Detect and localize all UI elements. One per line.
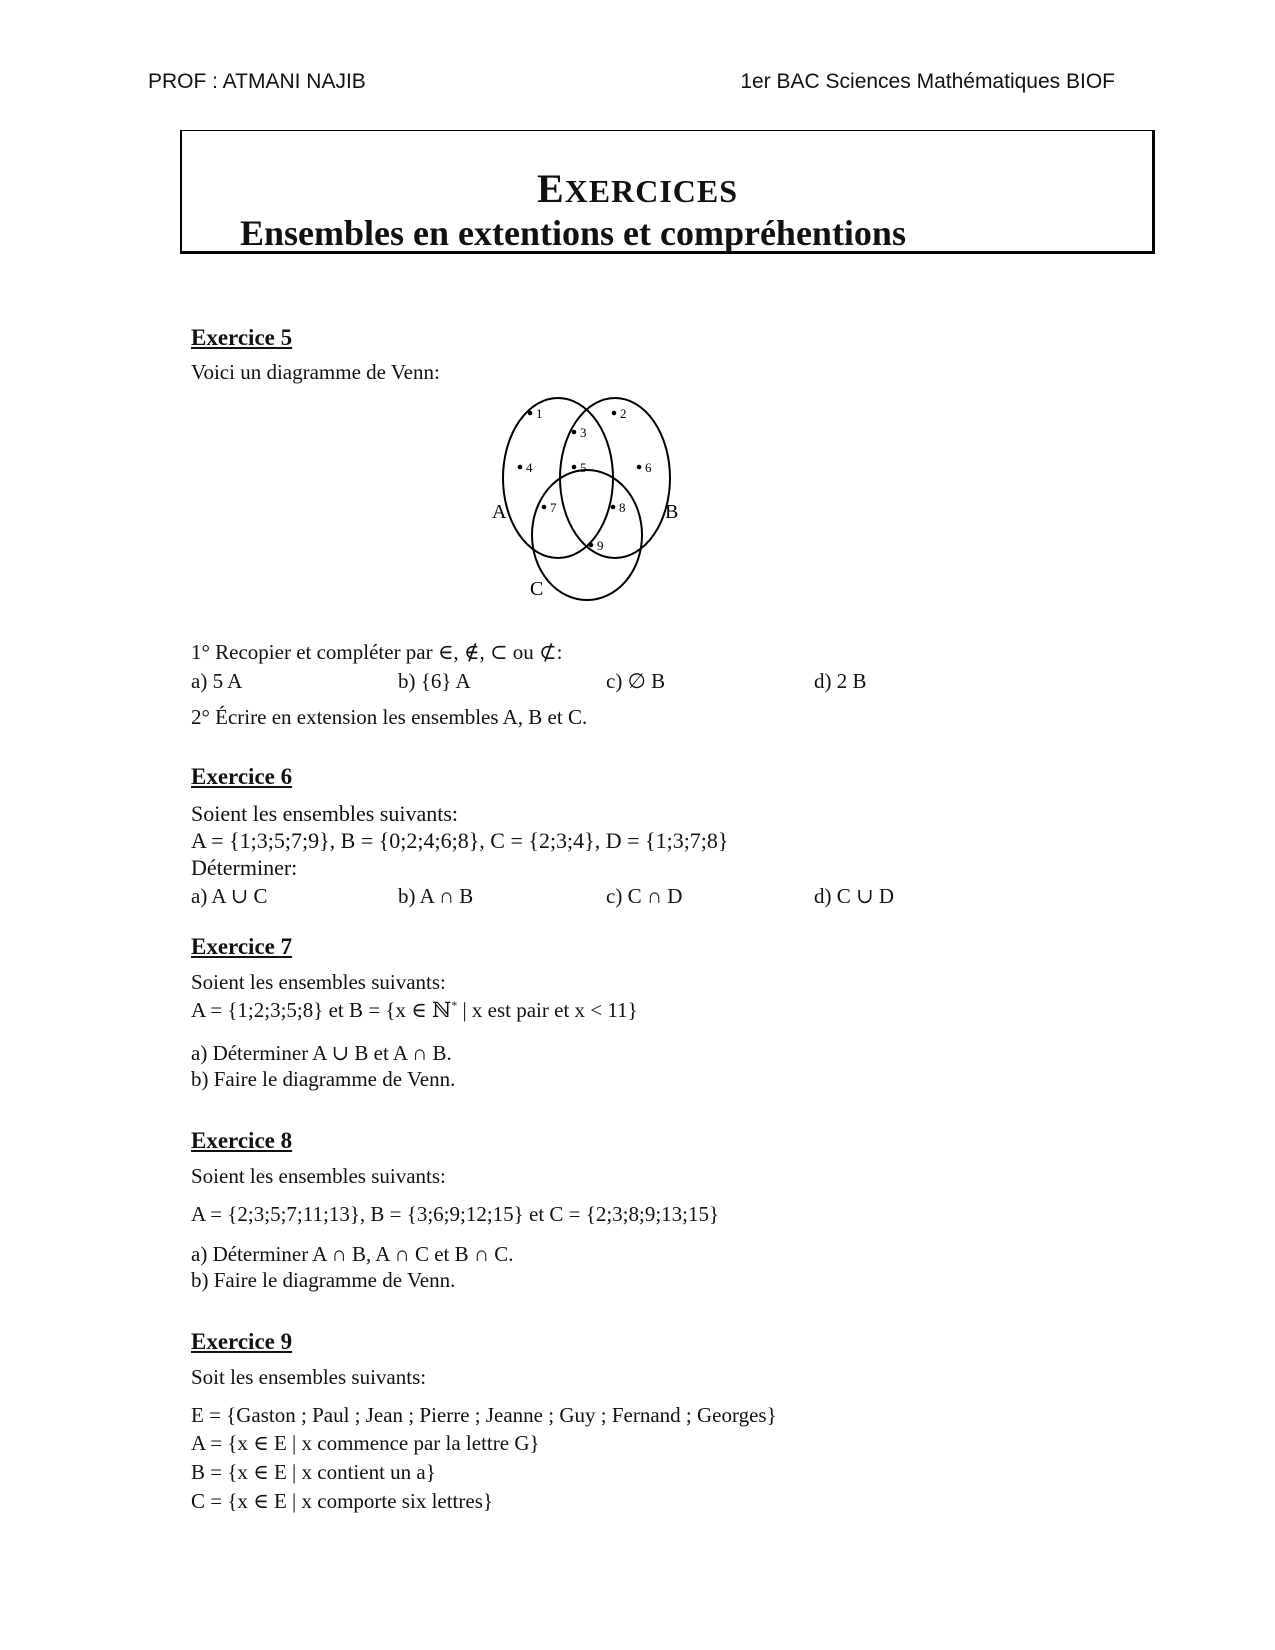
exercise-8-question-b: b) Faire le diagramme de Venn. [191,1268,456,1292]
venn-point-7 [542,500,557,515]
title-initial: E [536,166,565,211]
exercise-5-question-2: 2° Écrire en extension les ensembles A, B et C. [191,705,588,729]
exercise-6-heading: Exercice 6 [191,764,293,789]
exercise-8-intro: Soient les ensembles suivants: [191,1164,446,1188]
exercise-9-line-a: A = {x ∈ E | x commence par la lettre G} [191,1431,540,1455]
exercise-5-item-d: d) 2 B [814,669,867,693]
venn-point-8 [611,500,626,515]
svg-text:8: 8 [619,500,626,515]
page-title [0,165,1275,212]
exercise-5-intro: Voici un diagramme de Venn: [191,360,440,384]
title-rest: XERCICES [564,173,739,209]
svg-text:3: 3 [580,425,587,440]
exercise-6-item-d: d) C ∪ D [814,884,895,908]
exercise-6-item-c: c) C ∩ D [606,884,683,908]
exercise-7-question-b: b) Faire le diagramme de Venn. [191,1067,456,1091]
exercise-5-item-a: a) 5 A [191,669,243,693]
exercise-8-heading: Exercice 8 [191,1128,293,1153]
exercise-7-heading: Exercice 7 [191,934,293,959]
exercise-9-line-c: C = {x ∈ E | x comporte six lettres} [191,1489,493,1513]
venn-label-c: C [530,578,544,600]
exercise-7-sets-b: | x est pair et x < 11} [457,998,638,1022]
svg-text:4: 4 [526,460,533,475]
exercise-6-ask: Déterminer: [191,855,298,880]
exercise-9-heading: Exercice 9 [191,1329,293,1354]
exercise-6-intro: Soient les ensembles suivants: [191,801,459,826]
svg-text:9: 9 [597,538,604,553]
venn-point-2 [612,406,627,421]
header-author: PROF : ATMANI NAJIB [148,70,366,93]
venn-point-6 [637,460,652,475]
exercise-5-item-b: b) {6} A [398,669,471,693]
exercise-9-line-b: B = {x ∈ E | x contient un a} [191,1460,436,1484]
svg-text:7: 7 [550,500,557,515]
exercise-7-intro: Soient les ensembles suivants: [191,970,446,994]
exercise-6-sets: A = {1;3;5;7;9}, B = {0;2;4;6;8}, C = {2;3;4}, D = {1;3;7;8} [191,828,729,853]
exercise-7-sets [191,998,638,1023]
exercise-5-item-c: c) ∅ B [606,669,666,693]
exercise-6-item-b: b) A ∩ B [398,884,474,908]
exercise-9-line-e: E = {Gaston ; Paul ; Jean ; Pierre ; Jeanne ; Guy ; Fernand ; Georges} [191,1403,777,1427]
svg-text:6: 6 [645,460,652,475]
venn-label-b: B [665,501,679,523]
header-level: 1er BAC Sciences Mathématiques BIOF [740,70,1115,93]
venn-point-3 [572,425,587,440]
venn-circle-c [532,470,642,600]
exercise-5-heading: Exercice 5 [191,325,293,350]
page-subtitle: Ensembles en extentions et compréhentions [240,213,906,253]
svg-text:1: 1 [536,406,543,421]
svg-text:5: 5 [580,460,587,475]
exercise-5-question-1: 1° Recopier et compléter par ∈, ∉, ⊂ ou ⊄: [191,640,563,664]
venn-label-a: A [492,501,507,523]
exercise-7-question-a: a) Déterminer A ∪ B et A ∩ B. [191,1041,452,1065]
venn-diagram [490,390,700,620]
exercise-8-sets: A = {2;3;5;7;11;13}, B = {3;6;9;12;15} et C = {2;3;8;9;13;15} [191,1202,720,1226]
exercise-6-item-a: a) A ∪ C [191,884,268,908]
venn-point-4 [518,460,533,475]
exercise-7-sets-star: * [451,998,458,1012]
exercise-7-sets-a: A = {1;2;3;5;8} et B = {x ∈ ℕ [191,998,452,1022]
exercise-8-question-a: a) Déterminer A ∩ B, A ∩ C et B ∩ C. [191,1242,514,1266]
venn-circle-a [503,398,613,558]
svg-text:2: 2 [620,406,627,421]
exercise-9-intro: Soit les ensembles suivants: [191,1365,427,1389]
